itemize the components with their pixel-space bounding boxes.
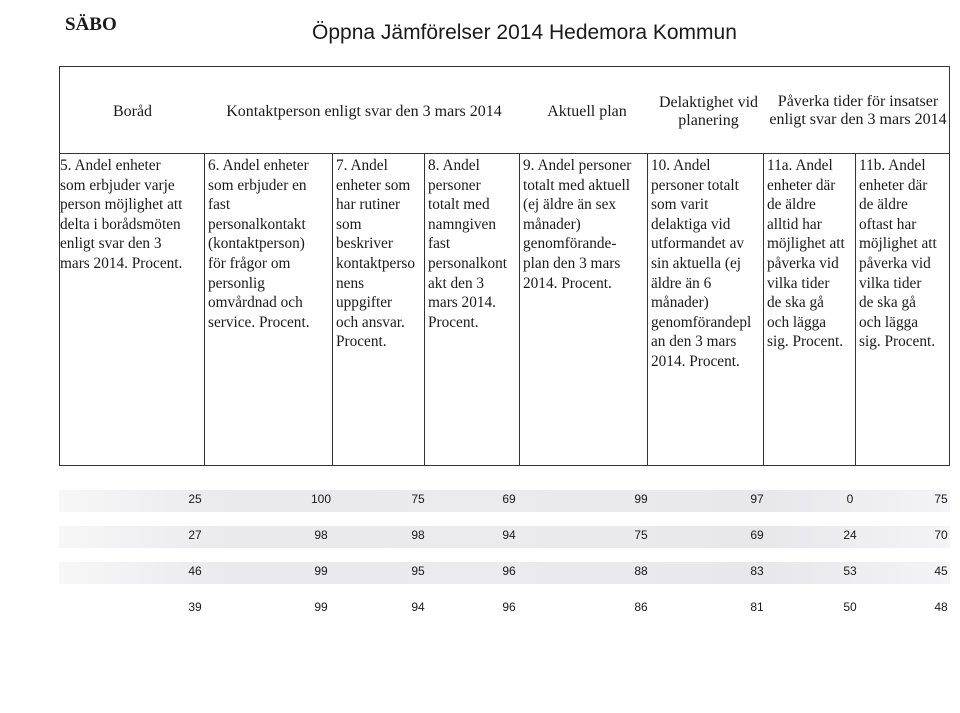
table-cell: 94	[411, 600, 425, 614]
table-cell: 50	[843, 600, 857, 614]
table-cell: 96	[502, 564, 516, 578]
column-description-10: 10. Andel personer totalt som varit delaktiga vid utformandet av sin aktuella (ej äldre än 6 månader) genomförandepl an den 3 mars 2014. Procent.	[651, 157, 752, 370]
header-paverka-tider: Påverka tider för insatser enligt svar den 3 mars 2014	[769, 93, 947, 128]
table-cell: 0	[846, 492, 854, 506]
table-cell: 96	[502, 600, 516, 614]
table-cell: 83	[750, 564, 764, 578]
column-description-6: 6. Andel enheter som erbjuder en fast personalkontakt (kontaktperson) för frågor om personlig omvårdnad och service. Procent.	[208, 157, 310, 331]
table-cell: 75	[411, 492, 425, 506]
description-grid	[59, 153, 950, 466]
document-title: Öppna Jämförelser 2014 Hedemora Kommun	[312, 21, 737, 44]
table-cell: 99	[314, 600, 328, 614]
table-cell: 88	[634, 564, 648, 578]
table-cell: 69	[750, 528, 764, 542]
table-cell: 75	[634, 528, 648, 542]
table-cell: 98	[411, 528, 425, 542]
table-cell: 24	[843, 528, 857, 542]
table-cell: 98	[314, 528, 328, 542]
table-cell: 97	[750, 492, 764, 506]
table-cell: 39	[188, 600, 202, 614]
table-cell: 81	[750, 600, 764, 614]
column-description-7: 7. Andel enheter som har rutiner som beskriver kontaktperso nens uppgifter och ansvar. Procent.	[336, 157, 416, 351]
column-description-9: 9. Andel personer totalt med aktuell (ej äldre än sex månader) genomförande- plan den 3 mars 2014. Procent.	[523, 157, 632, 292]
table-cell: 99	[314, 564, 328, 578]
header-kontaktperson: Kontaktperson enligt svar den 3 mars 2014	[226, 103, 502, 120]
table-cell: 48	[934, 600, 948, 614]
table-row	[59, 526, 950, 548]
table-cell: 94	[502, 528, 516, 542]
table-cell: 75	[934, 492, 948, 506]
column-description-11b: 11b. Andel enheter där de äldre oftast har möjlighet att påverka vid vilka tider de ska gå och lägga sig. Procent.	[859, 157, 937, 351]
column-description-8: 8. Andel personer totalt med namngiven fast personalkont akt den 3 mars 2014. Procent.	[428, 157, 508, 331]
table-cell: 99	[634, 492, 648, 506]
table-row	[59, 490, 950, 512]
column-description-11a: 11a. Andel enheter där de äldre alltid har möjlighet att påverka vid vilka tider de ska gå och lägga sig. Procent.	[767, 157, 845, 351]
header-aktuell-plan: Aktuell plan	[547, 103, 627, 120]
table-row	[59, 562, 950, 584]
table-cell: 27	[188, 528, 202, 542]
table-cell: 95	[411, 564, 425, 578]
column-description-5: 5. Andel enheter som erbjuder varje person möjlighet att delta i borådsmöten enligt svar den 3 mars 2014. Procent.	[60, 157, 183, 272]
table-cell: 70	[934, 528, 948, 542]
table-cell: 53	[843, 564, 857, 578]
header-borad: Boråd	[112, 103, 153, 120]
header-frame	[59, 66, 950, 153]
header-delaktighet: Delaktighet vid planering	[658, 94, 759, 129]
table-cell: 86	[634, 600, 648, 614]
table-cell: 25	[188, 492, 202, 506]
table-cell: 69	[502, 492, 516, 506]
table-row	[59, 598, 950, 620]
table-cell: 100	[310, 492, 332, 506]
table-cell: 45	[934, 564, 948, 578]
table-cell: 46	[188, 564, 202, 578]
document-label: SÄBO	[65, 14, 117, 35]
